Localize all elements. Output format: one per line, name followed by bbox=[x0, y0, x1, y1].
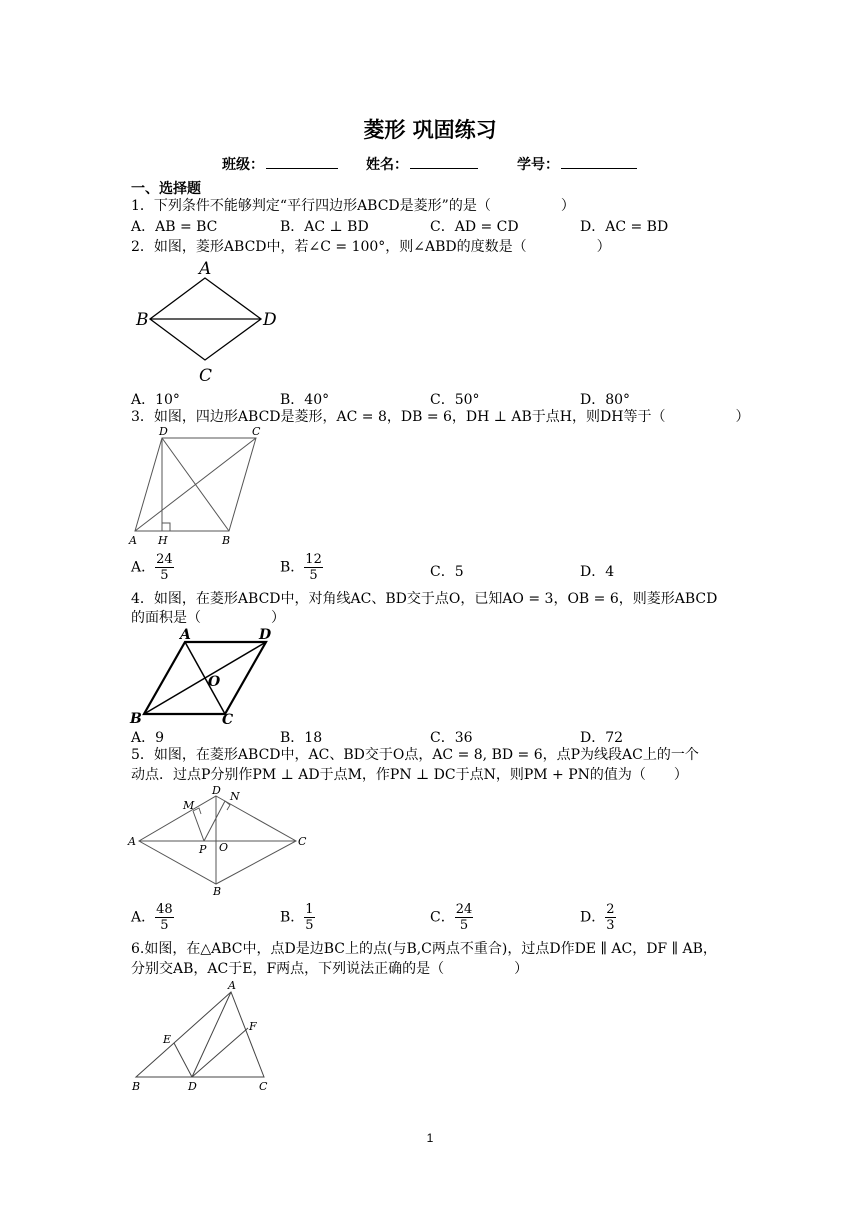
q6-segment-df bbox=[192, 1028, 248, 1077]
name-field[interactable] bbox=[366, 154, 478, 174]
q6-triangle-abc bbox=[136, 992, 264, 1077]
id-field[interactable] bbox=[517, 154, 637, 174]
q4-label-b: B bbox=[130, 711, 142, 727]
q5-option-a bbox=[131, 902, 174, 933]
q3-option-b-prefix: B． bbox=[280, 559, 305, 576]
q2-stem: 2．如图，菱形ABCD中，若∠C = 100°，则∠ABD的度数是（ ） bbox=[131, 239, 611, 255]
q5-stem-line2: 动点．过点P分别作PM ⊥ AD于点M，作PN ⊥ DC于点N，则PM + PN的值为（ ） bbox=[131, 767, 688, 783]
q5-segment-pm bbox=[193, 811, 204, 841]
q2-label-c: C bbox=[199, 366, 213, 386]
q1-option-d: D．AC = BD bbox=[580, 219, 669, 235]
q2-option-b: B．40° bbox=[280, 392, 330, 408]
q5-option-a-prefix: A． bbox=[131, 909, 156, 926]
q3-label-b: B bbox=[222, 534, 231, 547]
q1-option-a: A．AB = BC bbox=[131, 219, 218, 235]
q5-option-d-den: 3 bbox=[606, 918, 615, 933]
q3-stem: 3．如图，四边形ABCD是菱形，AC = 8，DB = 6，DH ⊥ AB于点H，则DH等于（ ） bbox=[131, 409, 750, 425]
q5-label-p: P bbox=[199, 843, 207, 856]
q4-label-c: C bbox=[222, 712, 234, 728]
q6-label-d: D bbox=[188, 1080, 197, 1093]
class-field[interactable] bbox=[222, 154, 338, 174]
q5-option-b-fraction bbox=[304, 902, 314, 933]
q2-option-d: D．80° bbox=[580, 392, 631, 408]
q5-option-d-fraction bbox=[605, 902, 615, 933]
q5-option-b-num: 1 bbox=[305, 902, 314, 917]
q1-stem: 1．下列条件不能够判定“平行四边形ABCD是菱形”的是（ ） bbox=[131, 198, 575, 214]
q5-rhombus bbox=[139, 796, 296, 884]
q3-label-c: C bbox=[252, 425, 261, 438]
q3-option-c: C．5 bbox=[430, 564, 464, 580]
section-heading: 一、选择题 bbox=[131, 181, 201, 197]
q6-stem-line1: 6.如图，在△ABC中，点D是边BC上的点(与B,C两点不重合)，过点D作DE ∥ AC，DF ∥ AB， bbox=[131, 941, 717, 957]
q1-option-b: B．AC ⊥ BD bbox=[280, 219, 369, 235]
q5-label-a: A bbox=[128, 835, 136, 848]
q4-label-d: D bbox=[259, 627, 272, 643]
q5-option-c-num: 24 bbox=[455, 902, 473, 917]
q3-option-a-prefix: A． bbox=[131, 559, 156, 576]
q5-option-c-prefix: C． bbox=[430, 909, 455, 926]
q3-rhombus-figure bbox=[126, 424, 271, 548]
q3-option-a-fraction bbox=[155, 552, 174, 583]
q5-option-b bbox=[280, 902, 315, 933]
q5-label-d: D bbox=[212, 784, 221, 797]
q6-segment-de bbox=[174, 1043, 192, 1077]
q5-option-a-den: 5 bbox=[160, 918, 169, 933]
q4-option-d: D．72 bbox=[580, 730, 624, 746]
q6-label-a: A bbox=[228, 979, 236, 992]
q5-label-n: N bbox=[230, 790, 240, 803]
q3-right-angle-mark bbox=[162, 523, 170, 531]
q5-segment-pn bbox=[204, 801, 225, 841]
q6-label-f: F bbox=[249, 1020, 257, 1033]
q3-label-h: H bbox=[158, 534, 168, 547]
q5-option-d bbox=[580, 902, 616, 933]
q4-rhombus-figure bbox=[126, 624, 286, 728]
q5-option-a-num: 48 bbox=[156, 902, 173, 917]
q5-option-b-prefix: B． bbox=[280, 909, 305, 926]
q5-option-c-fraction bbox=[455, 902, 474, 933]
q4-stem-line2: 的面积是（ ） bbox=[131, 610, 285, 626]
page-number: 1 bbox=[426, 1131, 434, 1145]
name-label: 姓名： bbox=[366, 157, 408, 173]
q6-segment-ad bbox=[192, 992, 231, 1077]
q4-label-o: O bbox=[208, 674, 221, 690]
q4-option-b: B．18 bbox=[280, 730, 323, 746]
q5-label-m: M bbox=[183, 799, 195, 812]
q5-option-c-den: 5 bbox=[459, 918, 469, 933]
q4-option-a: A．9 bbox=[131, 730, 165, 746]
q3-option-a-num: 24 bbox=[156, 552, 173, 567]
q6-label-c: C bbox=[259, 1080, 268, 1093]
q6-triangle-figure bbox=[126, 978, 286, 1096]
name-blank[interactable] bbox=[410, 154, 478, 169]
class-blank[interactable] bbox=[266, 154, 338, 169]
q6-stem-line2: 分别交AB，AC于E，F两点，下列说法正确的是（ ） bbox=[131, 961, 529, 977]
q4-stem-line1: 4．如图，在菱形ABCD中，对角线AC、BD交于点O，已知AO = 3，OB = 6，则菱形ABCD bbox=[131, 591, 718, 607]
q2-option-c: C．50° bbox=[430, 392, 480, 408]
id-blank[interactable] bbox=[561, 154, 637, 169]
q5-option-a-fraction bbox=[155, 902, 174, 933]
q4-option-c: C．36 bbox=[430, 730, 473, 746]
q3-diagonal-bd bbox=[162, 438, 229, 531]
q3-option-b-den: 5 bbox=[309, 568, 318, 583]
q2-option-a: A．10° bbox=[131, 392, 180, 408]
class-label: 班级： bbox=[222, 157, 264, 173]
q5-option-b-den: 5 bbox=[305, 918, 314, 933]
q3-option-d: D．4 bbox=[580, 564, 615, 580]
q5-label-o: O bbox=[219, 841, 229, 854]
q6-label-e: E bbox=[163, 1033, 172, 1046]
q3-option-b-fraction bbox=[304, 552, 323, 583]
q6-label-b: B bbox=[132, 1080, 141, 1093]
q4-label-a: A bbox=[180, 627, 191, 643]
q2-label-b: B bbox=[136, 310, 149, 330]
q2-label-d: D bbox=[263, 310, 277, 330]
q5-option-c bbox=[430, 902, 473, 933]
q5-rhombus-figure bbox=[126, 783, 316, 898]
q5-label-b: B bbox=[213, 885, 222, 898]
q1-option-c: C．AD = CD bbox=[430, 219, 519, 235]
q3-option-a-den: 5 bbox=[160, 568, 169, 583]
q2-rhombus-figure bbox=[130, 256, 290, 388]
q5-option-d-num: 2 bbox=[606, 902, 615, 917]
q3-label-d: D bbox=[159, 425, 168, 438]
q5-option-d-prefix: D． bbox=[580, 909, 606, 926]
q3-option-b bbox=[280, 552, 323, 583]
q3-option-b-num: 12 bbox=[305, 552, 322, 567]
q5-label-c: C bbox=[298, 835, 307, 848]
page-title: 菱形 巩固练习 bbox=[363, 118, 497, 142]
id-label: 学号： bbox=[517, 157, 559, 173]
q3-label-a: A bbox=[129, 534, 137, 547]
q4-diagonal-bd bbox=[144, 642, 266, 714]
q2-label-a: A bbox=[199, 259, 212, 279]
q3-option-a bbox=[131, 552, 174, 583]
q5-stem-line1: 5．如图，在菱形ABCD中，AC、BD交于O点，AC = 8, BD = 6，点P为线段AC上的一个 bbox=[131, 747, 699, 763]
